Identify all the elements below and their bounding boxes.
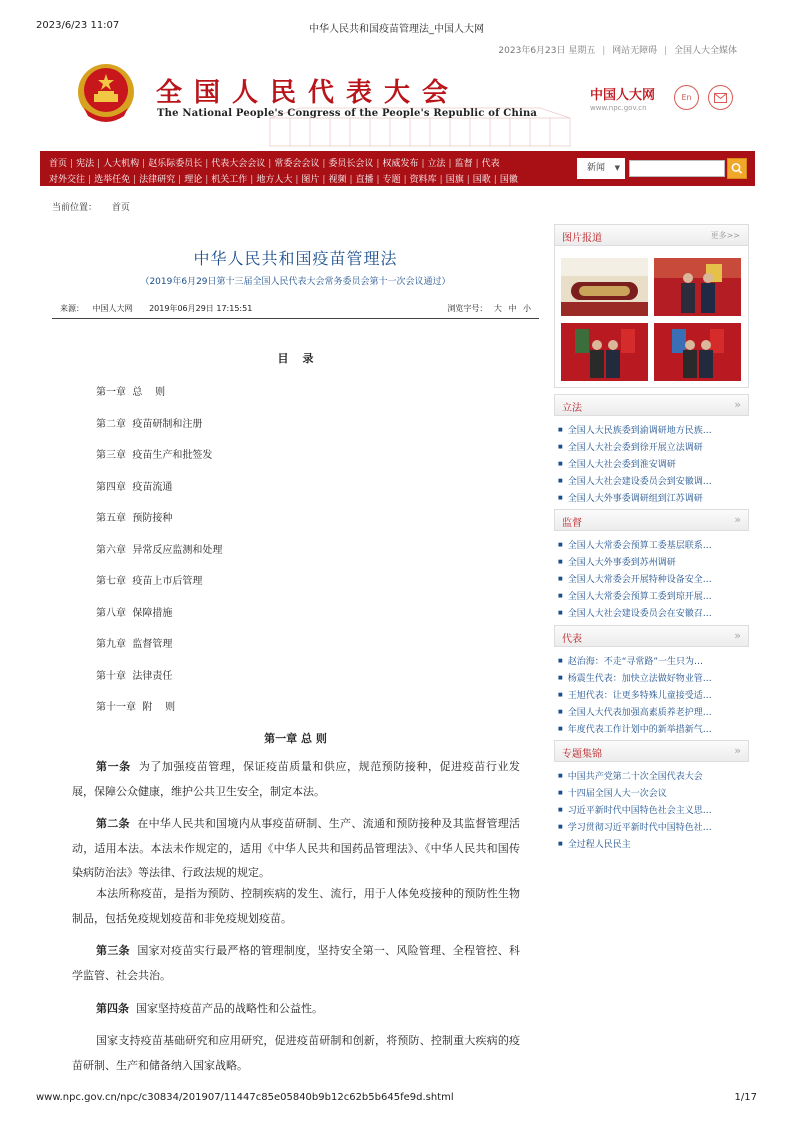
- sidebar-news-list: [558, 422, 746, 507]
- english-button[interactable]: En: [674, 85, 699, 110]
- nav-link[interactable]: 监督: [454, 159, 473, 169]
- photo-news-more-link[interactable]: 更多>>: [710, 231, 740, 240]
- nav-link[interactable]: 国歌: [472, 175, 491, 185]
- sidebar-news-list: [558, 537, 746, 622]
- list-item[interactable]: ■ 年度代表工作计划中的新举措新气…: [558, 721, 746, 738]
- list-item[interactable]: ■ 十四届全国人大一次会议: [558, 785, 746, 802]
- photo-delegation-1[interactable]: [561, 323, 648, 381]
- photo-handshake[interactable]: [654, 258, 741, 316]
- article-subtitle: （2019年6月29日第十三届全国人民代表大会常务委员会第十一次会议通过）: [140, 277, 451, 287]
- nav-divider: |: [376, 175, 380, 185]
- sidebar-news-list: [558, 768, 746, 853]
- accessibility-link[interactable]: 网站无障碍: [612, 46, 658, 56]
- nav-link[interactable]: 宪法: [76, 159, 95, 169]
- nav-link[interactable]: 常委会会议: [274, 159, 320, 169]
- list-item[interactable]: ■ 全过程人民民主: [558, 836, 746, 853]
- top-links: 2023年6月23日 星期五 | 网站无障碍 | 全国人大全媒体: [498, 46, 737, 56]
- toc-item[interactable]: 第五章 预防接种: [96, 513, 173, 524]
- print-title: 中华人民共和国疫苗管理法_中国人大网: [309, 24, 484, 35]
- nav-link[interactable]: 国旗: [445, 175, 464, 185]
- article-paragraph: 第三条 国家对疫苗实行最严格的管理制度，坚持安全第一、风险管理、全程管控、科学监管、社会共治。: [72, 944, 521, 982]
- nav-link[interactable]: 选举任免: [94, 175, 131, 185]
- nav-divider: |: [448, 159, 452, 169]
- print-page-number: 1/17: [734, 1092, 757, 1103]
- article-datetime: 2019年06月29日 17:15:51: [149, 304, 253, 313]
- font-size-large[interactable]: 大: [493, 304, 502, 313]
- nav-divider: |: [376, 159, 380, 169]
- article-paragraph: 第四条 国家坚持疫苗产品的战略性和公益性。: [96, 1002, 323, 1015]
- nav-link[interactable]: 地方人大: [256, 175, 293, 185]
- toc-item[interactable]: 第六章 异常反应监测和处理: [96, 545, 223, 556]
- nav-link[interactable]: 立法: [427, 159, 446, 169]
- list-item[interactable]: ■ 杨震生代表：加快立法做好物业管…: [558, 670, 746, 687]
- nav-divider: |: [475, 159, 479, 169]
- current-date: 2023年6月23日 星期五: [498, 46, 596, 56]
- list-item[interactable]: ■ 全国人大外事委调研组到江苏调研: [558, 490, 746, 507]
- nav-link[interactable]: 赵乐际委员长: [148, 159, 203, 169]
- sidebar-section-title: 立法: [562, 403, 582, 414]
- toc-item[interactable]: 第十一章 附 则: [96, 702, 176, 713]
- nav-link[interactable]: 权威发布: [382, 159, 419, 169]
- list-item[interactable]: ■ 王旭代表：让更多特殊儿童接受适…: [558, 687, 746, 704]
- nav-link[interactable]: 代表大会会议: [211, 159, 266, 169]
- nav-link[interactable]: 视频: [328, 175, 347, 185]
- nav-divider: |: [205, 159, 209, 169]
- list-item[interactable]: ■ 习近平新时代中国特色社会主义思…: [558, 802, 746, 819]
- article-paragraph: 第二条 在中华人民共和国境内从事疫苗研制、生产、流通和预防接种及其监督管理活动，适用本法。本法未作规定的，适用《中华人民共和国药品管理法》、《中华人民共和国传染病防治法》等法律、行政法规的规定。: [72, 817, 521, 879]
- print-footer: [36, 1092, 757, 1106]
- photo-news-title: 图片报道: [562, 233, 602, 244]
- nav-divider: |: [142, 159, 146, 169]
- toc-item[interactable]: 第二章 疫苗研制和注册: [96, 419, 203, 430]
- print-url: www.npc.gov.cn/npc/c30834/201907/11447c85e05840b9b12c62b5b645fe9d.shtml: [36, 1092, 454, 1103]
- double-chevron-right-icon[interactable]: ››: [734, 398, 739, 411]
- nav-row-2: [49, 172, 518, 185]
- nav-link[interactable]: 首页: [49, 159, 68, 169]
- photo-news-header: [554, 224, 749, 246]
- list-item[interactable]: ■ 全国人大社会建设委员会到安徽调…: [558, 473, 746, 490]
- site-search: [577, 158, 747, 179]
- list-item[interactable]: ■ 全国人大民族委到渝调研地方民族…: [558, 422, 746, 439]
- nav-link[interactable]: 资料库: [409, 175, 437, 185]
- mail-icon[interactable]: [708, 85, 733, 110]
- npc-logo[interactable]: 中国人大网 www.npc.gov.cn: [590, 88, 656, 112]
- nav-divider: |: [268, 159, 272, 169]
- list-item[interactable]: ■ 全国人大常委会预算工委到琼开展…: [558, 588, 746, 605]
- nav-link[interactable]: 理论: [184, 175, 203, 185]
- nav-link[interactable]: 直播: [355, 175, 374, 185]
- nav-link[interactable]: 机关工作: [211, 175, 248, 185]
- toc-item[interactable]: 第四章 疫苗流通: [96, 482, 173, 493]
- article-paragraph: 国家支持疫苗基础研究和应用研究，促进疫苗研制和创新，将预防、控制重大疾病的疫苗研制、生产和储备纳入国家战略。: [72, 1034, 520, 1072]
- photo-news-box: [554, 224, 749, 388]
- list-item[interactable]: ■ 学习贯彻习近平新时代中国特色社…: [558, 819, 746, 836]
- nav-divider: |: [205, 175, 209, 185]
- nav-link[interactable]: 图片: [301, 175, 320, 185]
- masthead: [40, 58, 755, 150]
- toc-title: 目录: [277, 352, 328, 365]
- sidebar-news-list: [558, 653, 746, 738]
- double-chevron-right-icon[interactable]: ››: [734, 513, 739, 526]
- nav-row-1: [49, 156, 500, 169]
- sidebar-section-header[interactable]: [554, 394, 749, 416]
- list-item[interactable]: ■ 全国人大社会委到徐开展立法调研: [558, 439, 746, 456]
- double-chevron-right-icon[interactable]: ››: [734, 744, 739, 757]
- sidebar-section-title: 专题集锦: [562, 749, 602, 760]
- nav-divider: |: [349, 175, 353, 185]
- chevron-down-icon: ▼: [614, 164, 620, 172]
- font-size-small[interactable]: 小: [523, 304, 531, 313]
- sidebar-section-title: 代表: [562, 634, 582, 645]
- nav-link[interactable]: 对外交往: [49, 175, 86, 185]
- print-timestamp: 2023/6/23 11:07: [36, 20, 120, 31]
- list-item[interactable]: ■ 全国人大社会委到淮安调研: [558, 456, 746, 473]
- nav-link[interactable]: 委员长会议: [328, 159, 374, 169]
- nav-divider: |: [88, 175, 92, 185]
- nav-link[interactable]: 代表: [481, 159, 500, 169]
- double-chevron-right-icon[interactable]: ››: [734, 629, 739, 642]
- article-meta: 来源： 中国人大网 2019年06月29日 17:15:51 浏览字号： 大 中 小: [52, 303, 539, 319]
- nav-divider: |: [403, 175, 407, 185]
- chapter-heading: 第一章 总 则: [264, 732, 327, 745]
- search-input[interactable]: [629, 160, 725, 177]
- nav-divider: |: [133, 175, 137, 185]
- nav-divider: |: [322, 175, 326, 185]
- nav-link[interactable]: 人大机构: [103, 159, 140, 169]
- sidebar-section-header[interactable]: [554, 625, 749, 647]
- list-item[interactable]: ■ 全国人大外事委到苏州调研: [558, 554, 746, 571]
- sidebar-section-title: 监督: [562, 518, 582, 529]
- list-item[interactable]: ■ 全国人大常委会预算工委基层联系…: [558, 537, 746, 554]
- toc-item[interactable]: 第一章 总 则: [96, 387, 166, 398]
- nav-divider: |: [421, 159, 425, 169]
- search-icon[interactable]: [727, 158, 747, 179]
- article-paragraph: 第一条 为了加强疫苗管理，保证疫苗质量和供应，规范预防接种，促进疫苗行业发展，保障公众健康，维护公共卫生安全，制定本法。: [72, 760, 521, 798]
- nav-link[interactable]: 法律研究: [139, 175, 176, 185]
- nav-link[interactable]: 国徽: [499, 175, 518, 185]
- breadcrumb: 当前位置： 首页: [52, 203, 130, 213]
- nav-divider: |: [322, 159, 326, 169]
- nav-divider: |: [466, 175, 470, 185]
- breadcrumb-home-link[interactable]: 首页: [111, 203, 130, 213]
- list-item[interactable]: ■ 中国共产党第二十次全国代表大会: [558, 768, 746, 785]
- main-nav: [40, 151, 755, 186]
- great-hall-graphic: [260, 102, 580, 148]
- print-header: [36, 20, 757, 34]
- site-subtitle: The National People's Congress of the People's Republic of China: [157, 108, 538, 119]
- font-size-medium[interactable]: 中: [508, 304, 517, 313]
- photo-meeting-room[interactable]: [561, 258, 648, 316]
- article-title: 中华人民共和国疫苗管理法: [193, 249, 398, 268]
- toc-item[interactable]: 第三章 疫苗生产和批签发: [96, 450, 213, 461]
- sidebar-section-header[interactable]: [554, 740, 749, 762]
- nav-divider: |: [70, 159, 74, 169]
- toc-item[interactable]: 第十章 法律责任: [96, 671, 173, 682]
- list-item[interactable]: ■ 全国人大社会建设委员会在安徽召…: [558, 605, 746, 622]
- all-media-link[interactable]: 全国人大全媒体: [673, 46, 737, 56]
- nav-link[interactable]: 专题: [382, 175, 401, 185]
- nav-divider: |: [97, 159, 101, 169]
- toc-item[interactable]: 第八章 保障措施: [96, 608, 173, 619]
- national-emblem-icon[interactable]: [76, 62, 136, 124]
- list-item[interactable]: ■ 赵治海：不走“寻常路”一生只为…: [558, 653, 746, 670]
- list-item[interactable]: ■ 全国人大代表加强高素质养老护理…: [558, 704, 746, 721]
- photo-delegation-2[interactable]: [654, 323, 741, 381]
- nav-divider: |: [178, 175, 182, 185]
- article-source: 中国人大网: [92, 304, 133, 313]
- site-title[interactable]: 全国人民代表大会: [156, 78, 461, 108]
- nav-divider: |: [493, 175, 497, 185]
- nav-divider: |: [439, 175, 443, 185]
- sidebar-section-header[interactable]: [554, 509, 749, 531]
- toc-item[interactable]: 第七章 疫苗上市后管理: [96, 576, 203, 587]
- list-item[interactable]: ■ 全国人大常委会开展特种设备安全…: [558, 571, 746, 588]
- search-category-select[interactable]: 新闻 ▼: [577, 158, 625, 179]
- toc-item[interactable]: 第九章 监督管理: [96, 639, 173, 650]
- nav-divider: |: [250, 175, 254, 185]
- article-paragraph: 本法所称疫苗，是指为预防、控制疾病的发生、流行，用于人体免疫接种的预防性生物制品，包括免疫规划疫苗和非免疫规划疫苗。: [72, 887, 520, 925]
- nav-divider: |: [295, 175, 299, 185]
